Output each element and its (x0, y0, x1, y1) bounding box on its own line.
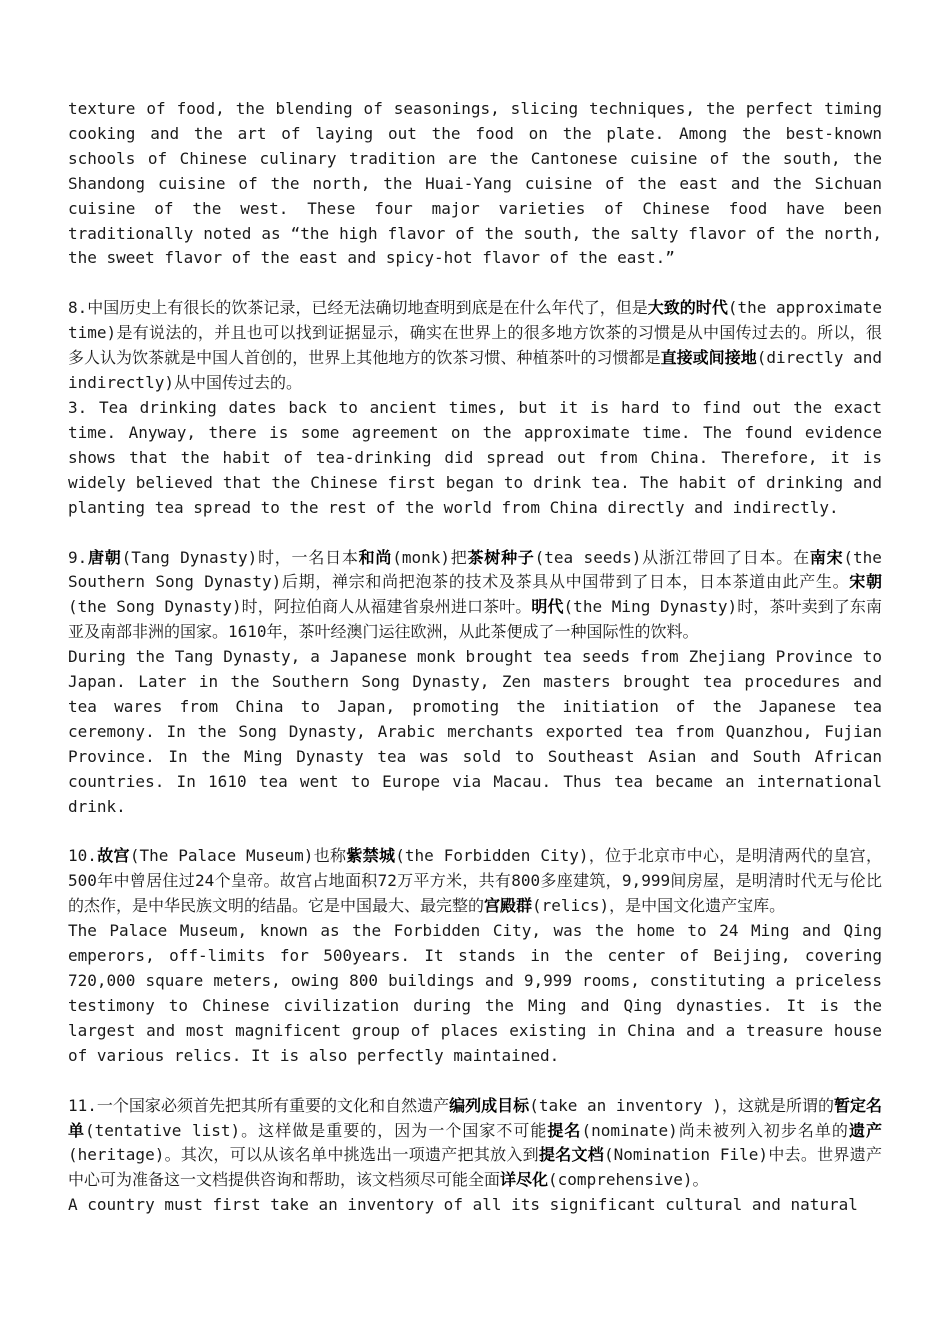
key-term: 大致的时代 (647, 298, 728, 318)
key-term: 直接或间接地 (660, 348, 757, 368)
paragraph-gap (68, 271, 882, 296)
key-term: 故宫 (96, 846, 130, 866)
text-run: (the Song Dynasty)时，阿拉伯商人从福建省泉州进口茶叶。 (68, 597, 532, 617)
text-run: 10. (68, 846, 97, 866)
key-term: 编列成目标 (449, 1095, 530, 1115)
key-term: 南宋 (809, 547, 844, 567)
key-term: 提名文档 (538, 1145, 605, 1165)
key-term: 详尽化 (500, 1170, 549, 1190)
key-term: 紫禁城 (346, 846, 396, 866)
key-term: 暂定名单 (68, 1095, 882, 1140)
text-run: 9. (68, 547, 88, 567)
paragraph-gap (68, 1069, 882, 1094)
key-term: 宫殿群 (484, 896, 533, 916)
text-run: (tentative list)。这样做是重要的，因为一个国家不可能 (85, 1120, 548, 1140)
text-run: 8.中国历史上有很长的饮茶记录，已经无法确切地查明到底是在什么年代了，但是 (68, 298, 648, 318)
paragraph-gap (68, 521, 882, 546)
paragraph-11-english: A country must first take an inventory of all its significant cultural and natural (68, 1195, 858, 1215)
document-page (68, 97, 882, 1218)
paragraph-8-english: 3. Tea drinking dates back to ancient times, but it is hard to find out the exact time. Anyway, there is some agreement on the approximate time. The found evidence shows that the habit of tea-drinking did spread out from China. Therefore, it is widely believed that the Chinese first began to drink tea. The habit of drinking and planting tea spread to the rest of the world from China directly and indirectly. (68, 397, 882, 517)
text-run: (the Southern Song Dynasty)后期，禅宗和尚把泡茶的技术及茶具从中国带到了日本，日本茶道由此产生。 (68, 547, 882, 592)
key-term: 和尚 (358, 547, 393, 567)
paragraph-gap (68, 819, 882, 844)
key-term: 茶树种子 (467, 547, 535, 567)
text-run: (the approximate time)是有说法的，并且也可以找到证据显示，确实在世界上的很多地方饮茶的习惯是从中国传过去的。所以，很多人认为饮茶就是中国人首创的，世界上其他地方的饮茶习惯、种植茶叶的习惯都是 (68, 298, 882, 368)
text-run: (Nomination File)中去。世界遗产中心可为准备这一文档提供咨询和帮助，该文档须尽可能全面 (68, 1145, 882, 1190)
key-term: 提名 (547, 1120, 582, 1140)
key-term: 宋朝 (849, 572, 882, 592)
paragraph-8-chinese (68, 296, 882, 396)
text-run: (tea seeds)从浙江带回了日本。在 (534, 547, 810, 567)
text-run: (heritage)。其次，可以从该名单中挑选出一项遗产把其放入到 (68, 1145, 539, 1165)
text-run: (directly and indirectly)从中国传过去的。 (68, 348, 882, 393)
text-run: (The Palace Museum)也称 (129, 846, 347, 866)
text-run: 11.一个国家必须首先把其所有重要的文化和自然遗产 (68, 1095, 450, 1115)
text-run: (relics)，是中国文化遗产宝库。 (532, 896, 786, 916)
text-run: (nominate)尚未被列入初步名单的 (581, 1120, 849, 1140)
paragraph-10-chinese (68, 844, 882, 919)
text-run: (Tang Dynasty)时，一名日本 (121, 547, 359, 567)
key-term: 唐朝 (87, 547, 122, 567)
text-run: (take an inventory )，这就是所谓的 (529, 1095, 834, 1115)
paragraph-11-chinese (68, 1094, 882, 1194)
paragraph-7-english: texture of food, the blending of seasonings, slicing techniques, the perfect timing cooking and the art of laying out the food on the plate. Among the best-known schools of Chinese culinary tradition are the Cantonese cuisine of the south, the Shandong cuisine of the north, the Huai-Yang cuisine of the east and the Sichuan cuisine of the west. These four major varieties of Chinese food have been traditionally noted as “the high flavor of the south, the salty flavor of the north, the sweet flavor of the east and spicy-hot flavor of the east.” (68, 99, 882, 268)
text-run: (the Ming Dynasty)时，茶叶卖到了东南亚及南部非洲的国家。1610年，茶叶经澳门运往欧洲，从此茶便成了一种国际性的饮料。 (68, 597, 882, 642)
paragraph-10-english: The Palace Museum, known as the Forbidden City, was the home to 24 Ming and Qing emperors, off-limits for 500years. It stands in the center of Beijing, covering 720,000 square meters, owing 800 buildings and 9,999 rooms, constituting a priceless testimony to Chinese civilization during the Ming and Qing dynasties. It is the largest and most magnificent group of places existing in China and a treasure house of various relics. It is also perfectly maintained. (68, 921, 882, 1065)
paragraph-9-english: During the Tang Dynasty, a Japanese monk brought tea seeds from Zhejiang Province to Japan. Later in the Southern Song Dynasty, Zen masters brought tea procedures and tea wares from China to Japan, promoting the initiation of the Japanese tea ceremony. In the Song Dynasty, Arabic merchants exported tea from Quanzhou, Fujian Province. In the Ming Dynasty tea was sold to Southeast Asian and South African countries. In 1610 tea went to Europe via Macau. Thus tea became an international drink. (68, 647, 882, 816)
text-run: (the Forbidden City)，位于北京市中心，是明清两代的皇宫，500年中曾居住过24个皇帝。故宫占地面积72万平方米，共有800多座建筑，9,999间房屋，是明清时代无与伦比的杰作，是中华民族文明的结晶。它是中国最大、最完整的 (68, 846, 882, 916)
key-term: 遗产 (848, 1120, 882, 1140)
text-run: (monk)把 (392, 547, 468, 567)
text-run: (comprehensive)。 (548, 1170, 709, 1190)
paragraph-9-chinese (68, 546, 882, 646)
key-term: 明代 (531, 597, 564, 617)
